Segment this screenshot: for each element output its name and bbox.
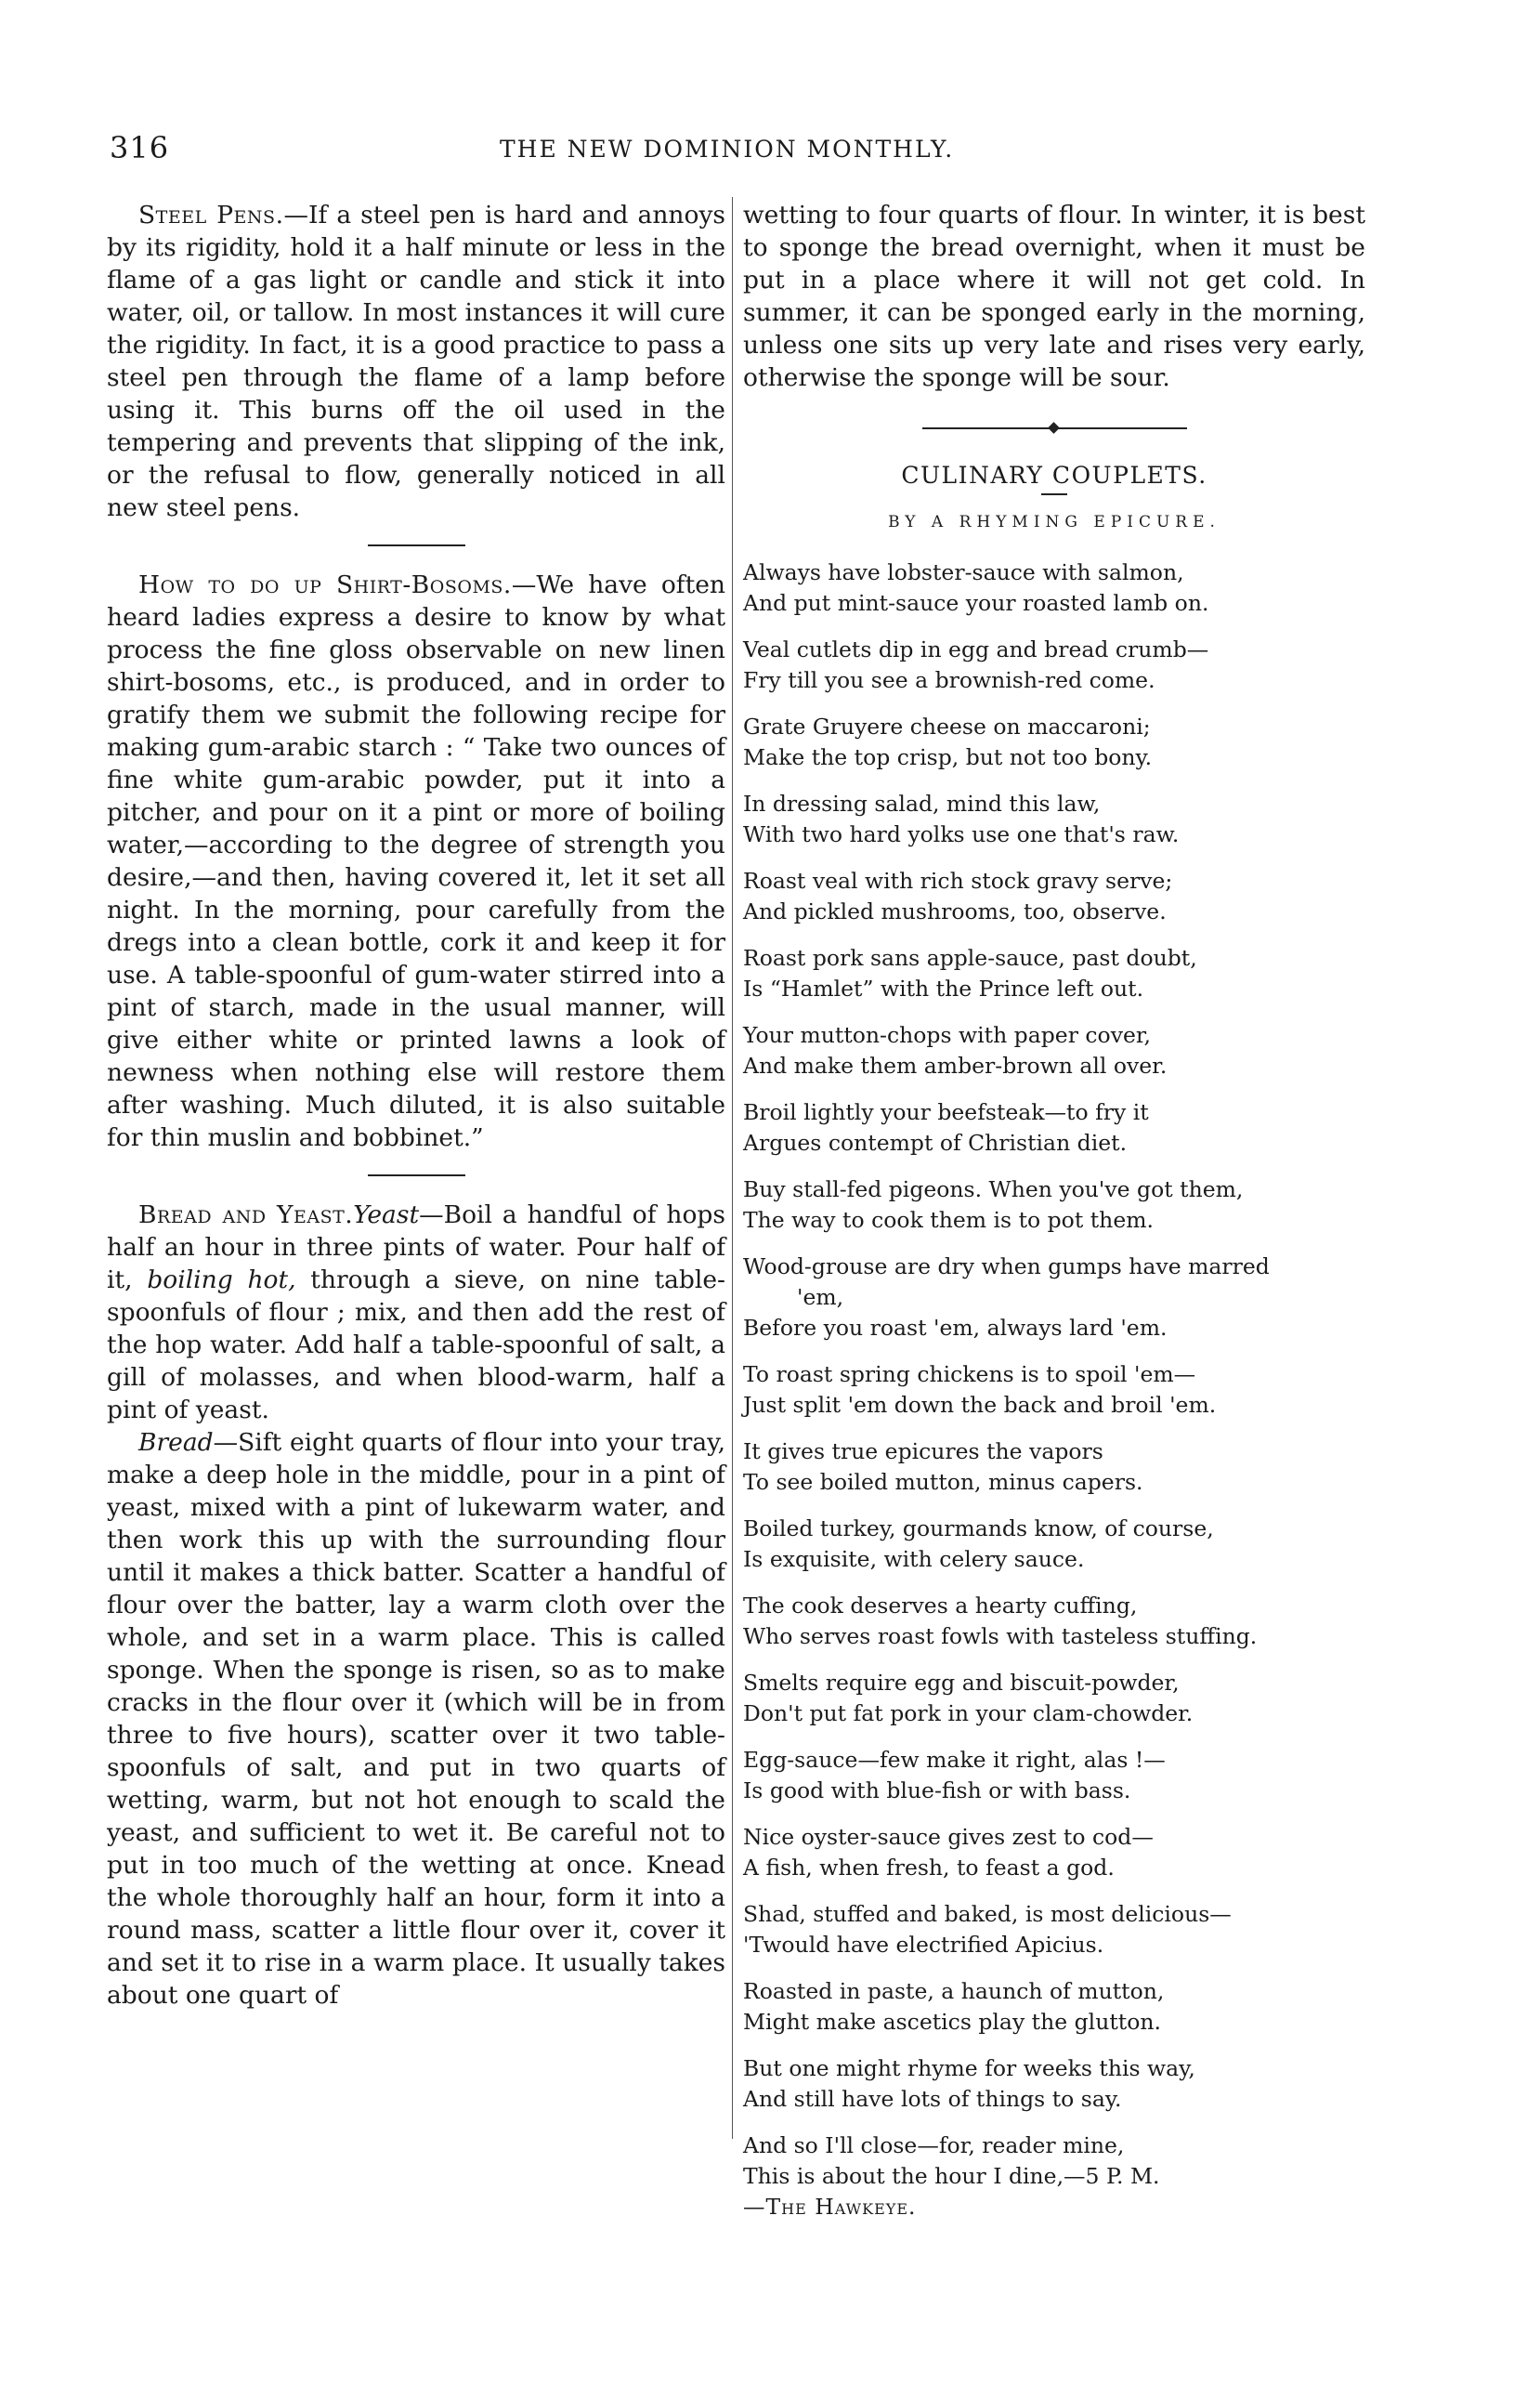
couplet-line: A fish, when fresh, to feast a god. [743, 1855, 1115, 1881]
yeast-body-a: —Boil a handful of hops half an hour in three pints of water. Pour half of it, [107, 1200, 725, 1294]
couplet [743, 557, 1365, 619]
bread-body: —Sift eight quarts of flour into your tray, make a deep hole in the middle, pour in a pint of yeast, mixed with a pint of lukewarm water, and then work this up with the surrounding flour until it makes a thick batter. Scatter a handful of flour over the batter, lay a warm cloth over the whole, and set in a warm place. This is called sponge. When the sponge is risen, so as to make cracks in the flour over it (which will be in from three to five hours), scatter over it two table-spoonfuls of salt, and put in two quarts of wetting, warm, but not hot enough to scald the yeast, and sufficient to wet it. Be careful not to put in too much of the wetting at once. Knead the whole thoroughly half an hour, form it into a round mass, scatter a little flour over it, cover it and set it to rise in a warm place. It usually takes about one quart of [107, 1428, 725, 2010]
shirt-bosoms-heading: How to do up Shirt-Bosoms. [138, 570, 512, 599]
running-head [110, 130, 1391, 167]
couplet-line: And so I'll close—for, reader mine, [743, 2132, 1125, 2158]
left-column [107, 199, 725, 2012]
couplet-line: Always have lobster-sauce with salmon, [743, 559, 1184, 585]
couplet-line: Is “Hamlet” with the Prince left out. [743, 976, 1144, 1002]
section-divider [368, 544, 465, 546]
journal-title: THE NEW DOMINION MONTHLY. [500, 136, 955, 163]
couplet-line: To roast spring chickens is to spoil 'em— [743, 1361, 1196, 1387]
couplet-line: 'Twould have electrified Apicius. [743, 1932, 1104, 1958]
couplet-line: Roast pork sans apple-sauce, past doubt, [743, 945, 1197, 971]
title-underline [1041, 493, 1067, 495]
steel-pens-article [107, 199, 725, 524]
shirt-bosoms-article [107, 569, 725, 1154]
couplet [743, 943, 1365, 1004]
couplet-line: Argues contempt of Christian diet. [743, 1130, 1128, 1156]
couplet [743, 712, 1365, 773]
couplet [743, 635, 1365, 696]
couplet-line: Your mutton-chops with paper cover, [743, 1022, 1152, 1048]
bread-yeast-article [107, 1199, 725, 1426]
couplet-line: Smelts require egg and biscuit-powder, [743, 1670, 1180, 1696]
right-column [743, 199, 1365, 2238]
couplet-line: Is exquisite, with celery sauce. [743, 1546, 1085, 1572]
poem-byline: BY A RHYMING EPICURE. [888, 513, 1220, 531]
couplet-line: And make them amber-brown all over. [743, 1053, 1168, 1079]
couplet [743, 2130, 1365, 2222]
couplet [743, 1822, 1365, 1883]
couplet-line: It gives true epicures the vapors [743, 1438, 1103, 1464]
couplet [743, 1359, 1365, 1421]
couplet [743, 1745, 1365, 1806]
bread-continuation: wetting to four quarts of flour. In winter, it is best to sponge the bread overnight, when it must be put in a place where it will not get cold. In summer, it can be sponged early in the morning, unless one sits up very late and rises very early, otherwise the sponge will be sour. [743, 201, 1365, 392]
couplet-line: Is good with blue-fish or with bass. [743, 1777, 1131, 1803]
yeast-body-b: through a sieve, on nine table-spoonfuls of flour ; mix, and then add the rest of the hop water. Add half a table-spoonful of salt, a gill of molasses, and when blood-warm, half a pint of yeast. [107, 1265, 725, 1424]
steel-pens-body: —If a steel pen is hard and annoys by its rigidity, hold it a half minute or less in the flame of a gas light or candle and stick it into water, oil, or tallow. In most instances it will cure the rigidity. In fact, it is a good practice to pass a steel pen through the flame of a lamp before using it. This burns off the oil used in the tempering and prevents that slipping of the ink, or the refusal to flow, generally noticed in all new steel pens. [107, 201, 726, 522]
couplet-line: But one might rhyme for weeks this way, [743, 2055, 1195, 2081]
couplet-line: Who serves roast fowls with tasteless stuffing. [743, 1623, 1258, 1649]
couplet [743, 1252, 1365, 1344]
yeast-emphasis: boiling hot, [147, 1265, 296, 1294]
couplet-line: Just split 'em down the back and broil 'em. [743, 1392, 1217, 1418]
couplet-line: Nice oyster-sauce gives zest to cod— [743, 1824, 1154, 1850]
couplet [743, 1591, 1365, 1652]
couplet-line: Grate Gruyere cheese on maccaroni; [743, 714, 1151, 740]
couplet [743, 1436, 1365, 1498]
couplet-line: And pickled mushrooms, too, observe. [743, 898, 1167, 924]
bread-label: Bread [138, 1428, 214, 1457]
couplet-line: Roasted in paste, a haunch of mutton, [743, 1978, 1165, 2004]
couplet-line: Shad, stuffed and baked, is most delicious— [743, 1901, 1232, 1927]
column-divider [732, 197, 733, 2139]
couplet-line: 'em, [797, 1284, 844, 1310]
poem-signature: —The Hawkeye. [743, 2194, 917, 2220]
couplet-line: And put mint-sauce your roasted lamb on. [743, 590, 1209, 616]
couplet-line: Fry till you see a brownish-red come. [743, 667, 1155, 693]
couplet-line: The way to cook them is to pot them. [743, 1207, 1154, 1233]
couplet-line: Wood-grouse are dry when gumps have marred [743, 1253, 1270, 1279]
ornamental-divider [922, 422, 1187, 435]
couplet [743, 1668, 1365, 1729]
couplet-line: Before you roast 'em, always lard 'em. [743, 1315, 1168, 1341]
couplet-line: The cook deserves a hearty cuffing, [743, 1593, 1138, 1619]
couplet [743, 789, 1365, 850]
bread-paragraph [107, 1426, 725, 2012]
steel-pens-heading: Steel Pens. [138, 201, 284, 229]
couplet [743, 1899, 1365, 1960]
couplet-line: Make the top crisp, but not too bony. [743, 744, 1153, 770]
couplet [743, 1174, 1365, 1236]
couplet-line: To see boiled mutton, minus capers. [743, 1469, 1143, 1495]
poem-title: CULINARY COUPLETS. [901, 462, 1207, 489]
couplet-line: With two hard yolks use one that's raw. [743, 821, 1180, 847]
couplet-line: Roast veal with rich stock gravy serve; [743, 868, 1173, 894]
poem-couplets [743, 557, 1365, 2222]
couplet [743, 1976, 1365, 2038]
section-divider [368, 1174, 465, 1176]
couplet-line: This is about the hour I dine,—5 P. M. [743, 2163, 1160, 2189]
couplet-line: Boiled turkey, gourmands know, of course, [743, 1515, 1214, 1541]
diamond-ornament-icon [1048, 422, 1060, 434]
couplet-line: Don't put fat pork in your clam-chowder. [743, 1700, 1194, 1726]
couplet [743, 2053, 1365, 2115]
couplet-line: Broil lightly your beefsteak—to fry it [743, 1099, 1149, 1125]
page-number: 316 [110, 130, 170, 165]
couplet [743, 1514, 1365, 1575]
couplet-line: In dressing salad, mind this law, [743, 791, 1101, 817]
couplet-line: Egg-sauce—few make it right, alas !— [743, 1747, 1166, 1773]
shirt-bosoms-body: —We have often heard ladies express a desire to know by what process the fine gloss observable on new linen shirt-bosoms, etc., is produced, and in order to gratify them we submit the following recipe for making gum-arabic starch : “ Take two ounces of fine white gum-arabic powder, put it into a pitcher, and pour on it a pint or more of boiling water,—according to the degree of strength you desire,—and then, having covered it, let it set all night. In the morning, pour carefully from the dregs into a clean bottle, cork it and keep it for use. A table-spoonful of gum-water stirred into a pint of starch, made in the usual manner, will give either white or printed lawns a look of newness when nothing else will restore them after washing. Much diluted, it is also suitable for thin muslin and bobbinet.” [107, 570, 725, 1152]
couplet [743, 1097, 1365, 1159]
couplet-line: Buy stall-fed pigeons. When you've got them, [743, 1176, 1244, 1202]
couplet-line: And still have lots of things to say. [743, 2086, 1122, 2112]
yeast-label: Yeast [353, 1200, 420, 1229]
couplet-line: Might make ascetics play the glutton. [743, 2009, 1161, 2035]
couplet-line: Veal cutlets dip in egg and bread crumb— [743, 636, 1209, 662]
couplet [743, 1020, 1365, 1082]
bread-yeast-heading: Bread and Yeast. [138, 1200, 354, 1229]
couplet [743, 866, 1365, 927]
